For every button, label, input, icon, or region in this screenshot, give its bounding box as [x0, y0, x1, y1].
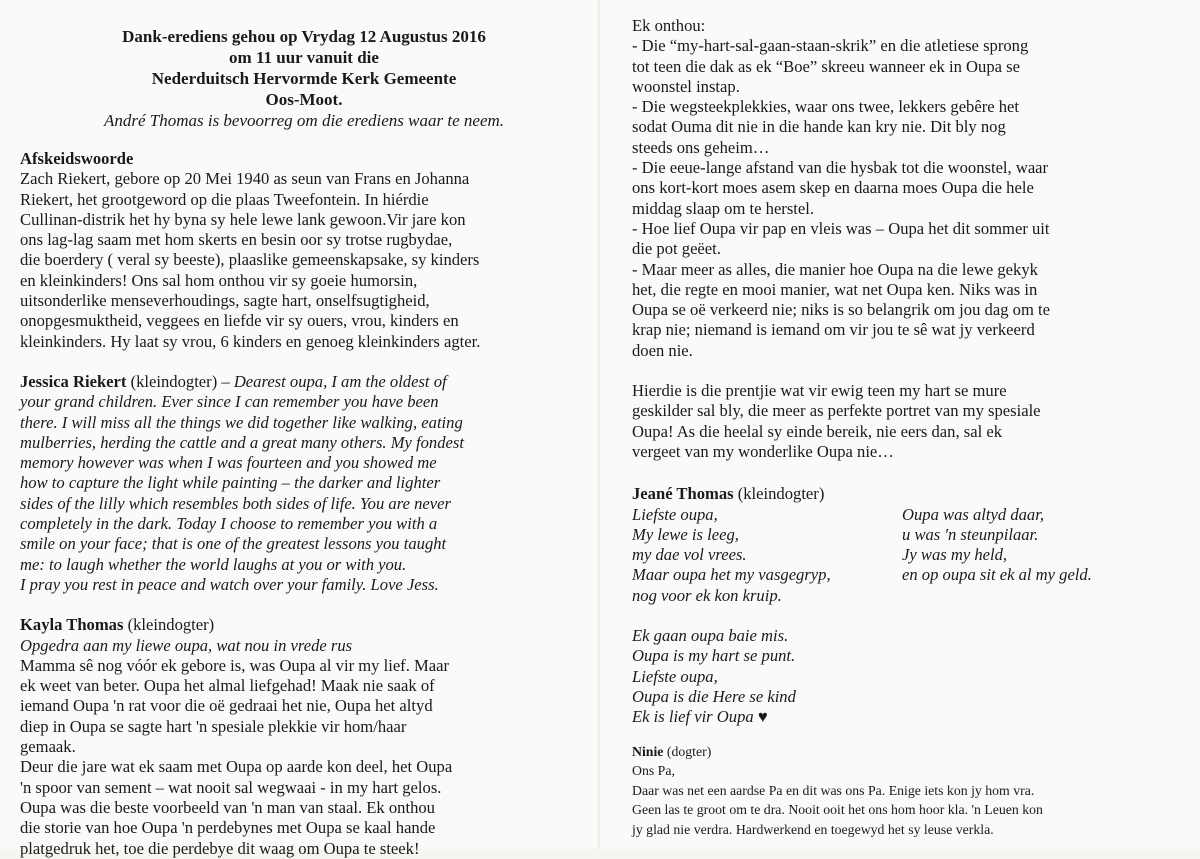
jeane-relation: (kleindogter)	[733, 484, 825, 504]
text-line: Cullinan-distrik het hy byna sy hele lewe lank gewoon.Vir jare kon	[20, 209, 466, 229]
text-line: - Maar meer as alles, die manier hoe Oupa na die lewe gekyk	[632, 259, 1038, 279]
kayla-relation: (kleindogter)	[123, 615, 215, 635]
poem-line: u was 'n steunpilaar.	[902, 524, 1039, 544]
text-line: kleinkinders. Hy laat sy vrou, 6 kinders en genoeg kleinkinders agter.	[20, 331, 481, 351]
jeane-heading	[632, 484, 1178, 504]
header-line-1: Dank-erediens gehou op Vrydag 12 Augustus 2016	[122, 27, 486, 46]
afskeid-title: Afskeidswoorde	[20, 149, 134, 168]
text-line: ons kort-kort moes asem skep en daarna moes Oupa die hele	[632, 178, 1034, 198]
text-line: Dearest oupa, I am the oldest of	[233, 371, 447, 391]
text-line: Mamma sê nog vóór ek gebore is, was Oupa al vir my lief. Maar	[20, 655, 450, 675]
header-line-4: Oos-Moot.	[265, 90, 343, 109]
text-line: woonstel instap.	[632, 76, 740, 96]
jessica-name: Jessica Riekert	[20, 371, 127, 391]
text-line: - Hoe lief Oupa vir pap en vleis was – Oupa het dit sommer uit	[632, 218, 1050, 238]
prentjie-section	[632, 381, 1178, 462]
jessica-relation: (kleindogter) –	[126, 371, 234, 391]
text-line: your grand children. Ever since I can remember you have been	[20, 392, 439, 412]
poem-line: my dae vol vrees.	[632, 545, 747, 565]
text-line: het, die regte en mooi manier, wat net Oupa ken. Niks was in	[632, 279, 1038, 299]
text-line: smile on your face; that is one of the greatest lessons you taught	[20, 534, 447, 554]
poem-line: My lewe is leeg,	[632, 524, 739, 544]
text-line: die storie van hoe Oupa 'n perdebynes met Oupa se kaal hande	[20, 818, 436, 838]
text-line: middag slaap om te herstel.	[632, 198, 815, 218]
right-page	[600, 0, 1200, 849]
text-line: die pot geëet.	[632, 239, 721, 259]
text-line: Hierdie is die prentjie wat vir ewig teen my hart se mure	[632, 381, 1007, 401]
text-line: Ons Pa,	[632, 763, 675, 778]
jessica-tribute	[20, 372, 588, 595]
header-line-2: om 11 uur vanuit die	[229, 48, 379, 67]
text-line: sodat Ouma dit nie in die hande kan kry nie. Dit bly nog	[632, 117, 1006, 137]
text-line: onopgesmuktheid, veggees en liefde vir sy ouers, vrou, kinders en	[20, 311, 459, 331]
text-line: uitsonderlike menseverhoudings, sagte hart, onselfsugtigheid,	[20, 291, 430, 311]
poem-line: Liefste oupa,	[632, 666, 718, 686]
text-line: ek weet van beter. Oupa het almal liefgehad! Maak nie saak of	[20, 676, 435, 696]
text-line: me: to laugh whether the world laughs at you or with you.	[20, 554, 407, 574]
text-line: steeds ons geheim…	[632, 137, 770, 157]
poem-column-left	[632, 505, 902, 606]
text-line: Geen las te groot om te dra. Nooit ooit het ons hom hoor kla. 'n Leuen kon	[632, 802, 1043, 817]
poem-line: Oupa is my hart se punt.	[632, 646, 796, 666]
text-line: tot teen die dak as ek “Boe” skreeu wanneer ek in Oupa se	[632, 56, 1020, 76]
kayla-tribute	[20, 615, 588, 859]
text-line: doen nie.	[632, 340, 693, 360]
heart-icon: ♥	[757, 707, 768, 727]
text-line: - Die “my-hart-sal-gaan-staan-skrik” en die atletiese sprong	[632, 36, 1029, 56]
text-line: memory however was when I was fourteen and you showed me	[20, 453, 437, 473]
text-line: vergeet van my wonderlike Oupa nie…	[632, 441, 894, 461]
header-line-3: Nederduitsch Hervormde Kerk Gemeente	[151, 69, 457, 88]
text-line: Oupa! As die heelal sy einde bereik, nie eers dan, sal ek	[632, 421, 1002, 441]
text-line: Oupa se oë verkeerd nie; niks is so belangrik om jou dag om te	[632, 300, 1050, 320]
text-line: geskilder sal bly, die meer as perfekte portret van my spesiale	[632, 401, 1041, 421]
text-line: Riekert, het grootgeword op die plaas Tweefontein. In hiérdie	[20, 189, 429, 209]
afskeid-section	[20, 149, 588, 352]
text-line: iemand Oupa 'n rat voor die oë gedraai het nie, Oupa het altyd	[20, 696, 433, 716]
jeane-poem	[632, 505, 1178, 606]
poem-line: Jy was my held,	[902, 545, 1008, 565]
ninie-name: Ninie	[632, 743, 664, 759]
text-line: - Die eeue-lange afstand van die hysbak tot die woonstel, waar	[632, 158, 1049, 178]
onthou-section	[632, 16, 1178, 361]
poem-line: en op oupa sit ek al my geld.	[902, 565, 1092, 585]
text-line: gemaak.	[20, 737, 76, 757]
text-line: Daar was net een aardse Pa en dit was ons Pa. Enige iets kon jy hom vra.	[632, 782, 1035, 798]
poem-line: nog voor ek kon kruip.	[632, 585, 782, 605]
text-line: Ek onthou:	[632, 16, 706, 35]
poem-line: Maar oupa het my vasgegryp,	[632, 565, 831, 585]
left-page	[0, 0, 600, 858]
jeane-stanza-2	[632, 626, 1178, 727]
text-line: platgedruk het, toe die perdebye dit waag om Oupa te steek!	[20, 838, 420, 858]
text-line: Deur die jare wat ek saam met Oupa op aarde kon deel, het Oupa	[20, 757, 453, 777]
poem-line: Ek is lief vir Oupa	[632, 707, 754, 727]
poem-line: Ek gaan oupa baie mis.	[632, 626, 789, 646]
text-line: 'n spoor van sement – wat nooit sal wegwaai - in my hart gelos.	[20, 777, 442, 797]
poem-column-right	[902, 505, 1178, 606]
text-line: I pray you rest in peace and watch over your family. Love Jess.	[20, 574, 439, 594]
text-line: diep in Oupa se sagte hart 'n spesiale plekkie vir hom/haar	[20, 716, 407, 736]
ninie-tribute	[632, 742, 1178, 840]
text-line: - Die wegsteekplekkies, waar ons twee, lekkers gebêre het	[632, 97, 1020, 117]
service-header	[20, 26, 588, 131]
text-line: completely in the dark. Today I choose to remember you with a	[20, 514, 438, 534]
jeane-name: Jeané Thomas	[632, 484, 734, 504]
text-line: krap nie; niemand is iemand om vir jou te sê wat jy verkeerd	[632, 320, 1035, 340]
text-line: jy glad nie verdra. Hardwerkend en toegewyd het sy leuse verkla.	[632, 821, 994, 837]
header-line-5: André Thomas is bevoorreg om die erediens waar te neem.	[103, 111, 505, 130]
text-line: Zach Riekert, gebore op 20 Mei 1940 as seun van Frans en Johanna	[20, 169, 470, 189]
kayla-subtitle: Opgedra aan my liewe oupa, wat nou in vrede rus	[20, 635, 353, 655]
ninie-relation: (dogter)	[663, 743, 712, 759]
poem-line: Oupa is die Here se kind	[632, 686, 796, 706]
text-line: mulberries, herding the cattle and a great many others. My fondest	[20, 432, 464, 452]
text-line: how to capture the light while painting – the darker and lighter	[20, 473, 441, 493]
text-line: there. I will miss all the things we did together like walking, eating	[20, 412, 463, 432]
poem-line: Oupa was altyd daar,	[902, 504, 1044, 524]
text-line: ons lag-lag saam met hom skerts en besin oor sy trotse rugbydae,	[20, 230, 453, 250]
kayla-name: Kayla Thomas	[20, 615, 124, 635]
text-line: en kleinkinders! Ons sal hom onthou vir sy goeie humorsin,	[20, 270, 418, 290]
text-line: die boerdery ( veral sy beeste), plaaslike gemeenskapsake, sy kinders	[20, 250, 480, 270]
text-line: sides of the lilly which resembles both sides of life. You are never	[20, 493, 451, 513]
poem-line: Liefste oupa,	[632, 504, 718, 524]
text-line: Oupa was die beste voorbeeld van 'n man van staal. Ek onthou	[20, 797, 435, 817]
